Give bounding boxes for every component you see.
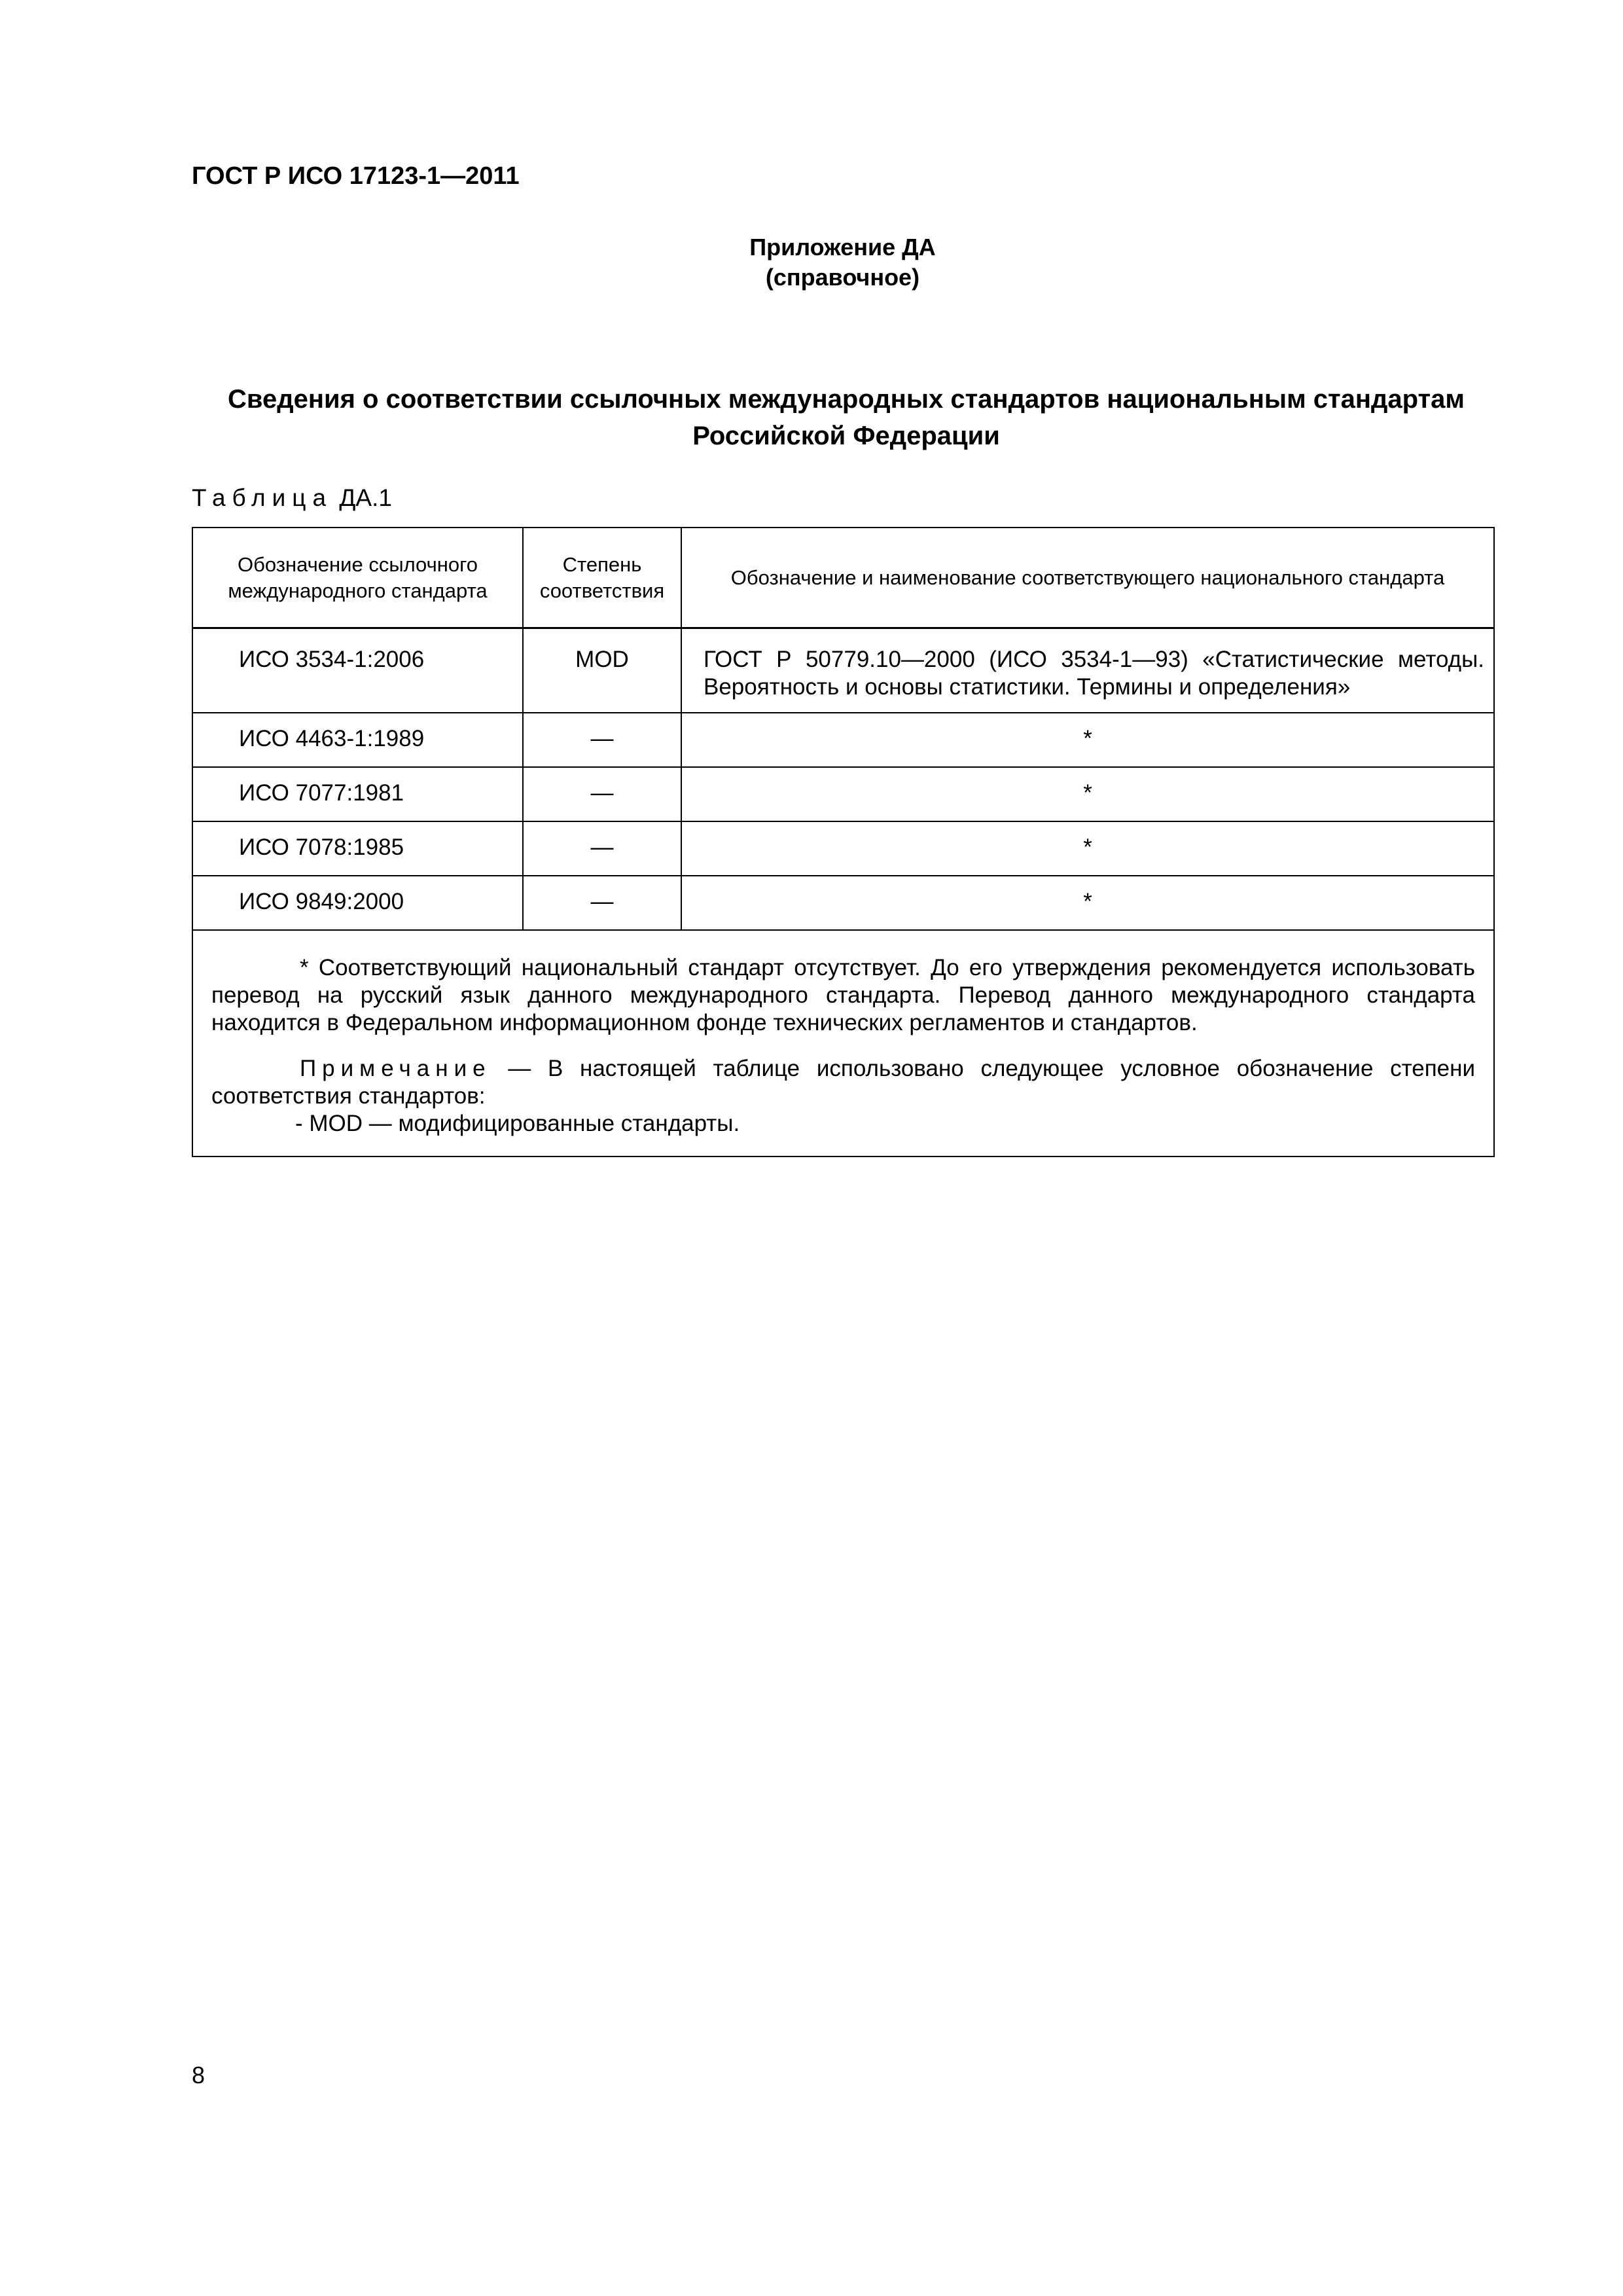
footnote: * Соответствующий национальный стандарт отсутствует. До его утверждения рекомендуется использовать перевод на русский язык данного международного стандарта. Перевод данного международного стандарта находится в Федеральном информационном фонде технических регламентов и стандартов. [211, 955, 1475, 1035]
table-footer [192, 930, 1494, 1157]
cell-national: ГОСТ Р 50779.10—2000 (ИСО 3534-1—93) «Статистические методы. Вероятность и основы статистики. Термины и определения» [681, 634, 1494, 713]
cell-ref: ИСО 3534-1:2006 [192, 634, 523, 713]
column-header-degree: Степень соответствия [523, 528, 681, 628]
cell-national: * [681, 767, 1494, 821]
cell-ref: ИСО 4463-1:1989 [192, 713, 523, 767]
table-row [192, 634, 1494, 713]
header-separator [192, 628, 1494, 635]
cell-ref: ИСО 7078:1985 [192, 821, 523, 876]
column-header-national: Обозначение и наименование соответствующего национального стандарта [681, 528, 1494, 628]
table-row [192, 713, 1494, 767]
document-code: ГОСТ Р ИСО 17123-1—2011 [192, 162, 520, 190]
reference-table [192, 527, 1495, 1157]
cell-degree: MOD [523, 634, 681, 713]
section-title-line1: Сведения о соответствии ссылочных международных стандартов национальным стандартам [228, 385, 1465, 414]
cell-ref: ИСО 7077:1981 [192, 767, 523, 821]
section-title-line2: Российской Федерации [692, 422, 1000, 450]
table-caption-number: ДА.1 [339, 484, 392, 511]
section-title [192, 381, 1501, 454]
note-item: - MOD — модифицированные стандарты. [295, 1111, 740, 1136]
table-row [192, 767, 1494, 821]
cell-degree: — [523, 713, 681, 767]
page-number: 8 [192, 2062, 205, 2089]
cell-degree: — [523, 767, 681, 821]
appendix-heading [0, 232, 1623, 293]
note-text: — В настоящей таблице использовано следующее условное обозначение степени соответствия стандартов: [211, 1056, 1475, 1109]
note [211, 1055, 1475, 1110]
cell-national: * [681, 713, 1494, 767]
cell-national: * [681, 821, 1494, 876]
cell-degree: — [523, 821, 681, 876]
table-row [192, 821, 1494, 876]
table-header-row [192, 528, 1494, 628]
column-header-ref: Обозначение ссылочного международного стандарта [192, 528, 523, 628]
table-caption [192, 484, 392, 512]
appendix-subtitle: (справочное) [765, 264, 920, 291]
appendix-title: Приложение ДА [749, 234, 936, 260]
table-footer-row [192, 930, 1494, 1157]
cell-ref: ИСО 9849:2000 [192, 876, 523, 930]
note-label: Примечание [300, 1056, 491, 1081]
table-row [192, 876, 1494, 930]
table-caption-prefix: Таблица [192, 484, 333, 511]
cell-degree: — [523, 876, 681, 930]
cell-national: * [681, 876, 1494, 930]
